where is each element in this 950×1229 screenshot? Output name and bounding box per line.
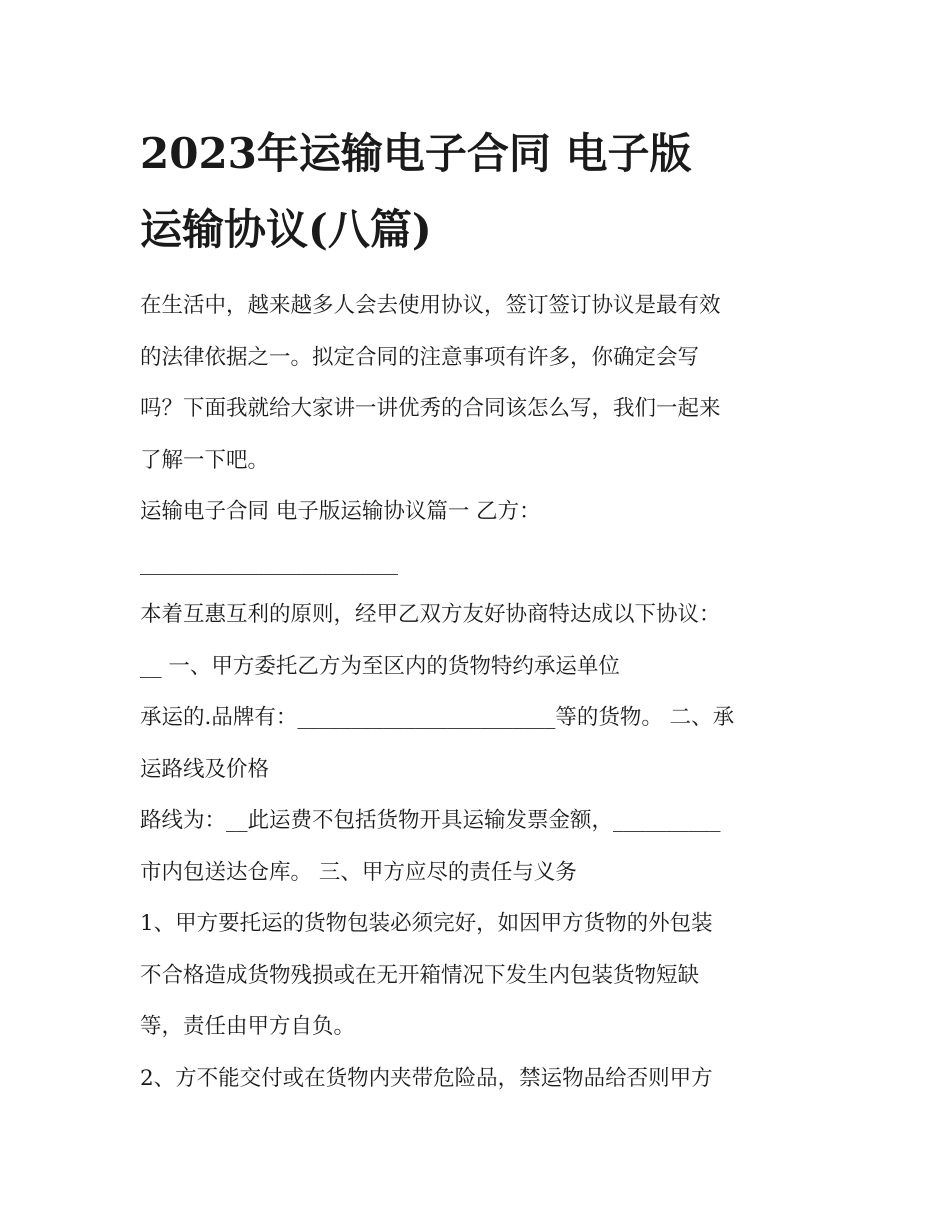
text-line: 本着互惠互利的原则，经甲乙双方友好协商特达成以下协议： bbox=[140, 602, 721, 627]
text-line: 市内包送达仓库。 三、甲方应尽的责任与义务 bbox=[140, 859, 577, 885]
blank-underline bbox=[140, 538, 820, 590]
clause-2 bbox=[140, 1053, 820, 1105]
text-line: 了解一下吧。 bbox=[140, 447, 270, 473]
text-line: 吗？下面我就给大家讲一讲优秀的合同该怎么写，我们一起来 bbox=[140, 396, 721, 421]
text-line: ________________________ bbox=[140, 550, 398, 576]
text-line: 在生活中，越来越多人会去使用协议，签订签订协议是最有效 bbox=[140, 293, 721, 318]
text-line: 运输电子合同 电子版运输协议篇一 乙方： bbox=[140, 499, 541, 524]
text-line: 2、方不能交付或在货物内夹带危险品，禁运物品给否则甲方 bbox=[140, 1065, 713, 1091]
clause-1 bbox=[140, 898, 820, 1053]
text-line: 不合格造成货物残损或在无开箱情况下发生内包装货物短缺 bbox=[140, 962, 700, 988]
text-line: 等，责任由甲方自负。 bbox=[140, 1014, 356, 1039]
text-line: __ 一、甲方委托乙方为至区内的货物特约承运单位 bbox=[140, 653, 620, 679]
text-line: 运路线及价格 bbox=[140, 756, 270, 782]
title-line-2: 运输协议(八篇) bbox=[140, 205, 432, 254]
text-line: 1、甲方要托运的货物包装必须完好，如因甲方货物的外包装 bbox=[140, 911, 713, 936]
agreement-paragraph bbox=[140, 589, 820, 898]
title-line-1: 2023年运输电子合同 电子版 bbox=[140, 129, 692, 178]
intro-paragraph bbox=[140, 280, 820, 486]
text-line: 的法律依据之一。拟定合同的注意事项有许多，你确定会写 bbox=[140, 344, 700, 370]
document-body bbox=[140, 280, 820, 1104]
document-page bbox=[140, 116, 820, 1104]
text-line: 承运的.品牌有：________________________等的货物。 二、承 bbox=[140, 705, 735, 730]
text-line: 路线为：__此运费不包括货物开具运输发票金额，__________ bbox=[140, 808, 721, 833]
section-heading bbox=[140, 486, 820, 538]
document-title bbox=[140, 116, 820, 268]
